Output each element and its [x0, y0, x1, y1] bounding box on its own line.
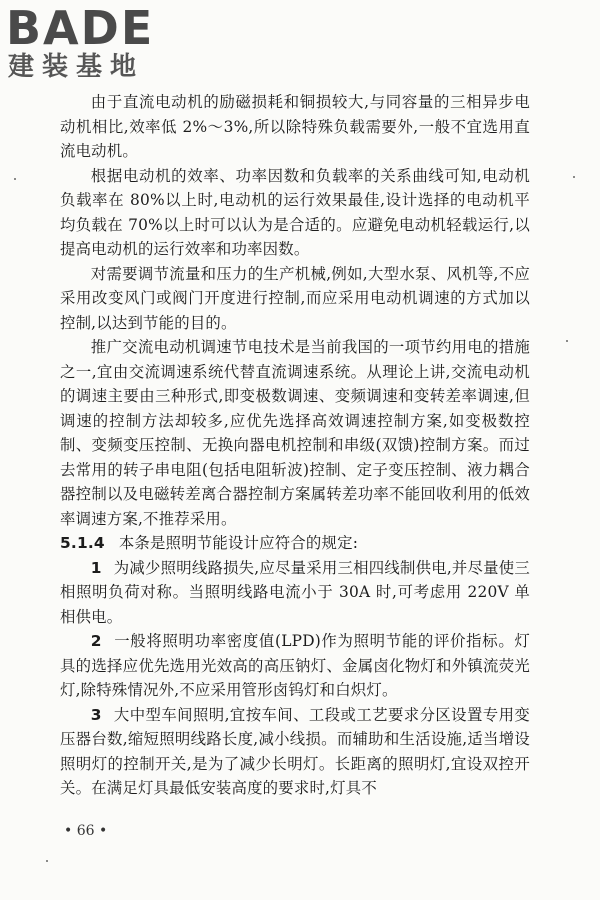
paragraph-speed-control: 对需要调节流量和压力的生产机械,例如,大型水泵、风机等,不应采用改变风门或阀门开度进行控制,而应采用电动机调速的方式加以控制,以达到节能的目的。	[60, 264, 530, 332]
item-number: 1	[90, 558, 102, 577]
scan-speck	[573, 176, 575, 178]
logo-subtitle: 建装基地	[8, 52, 145, 82]
list-item	[60, 556, 530, 630]
paragraph-dc-motor: 由于直流电动机的励磁损耗和铜损较大,与同容量的三相异步电动机相比,效率低 2%～3%,所以除特殊负载需要外,一般不宜选用直流电动机。	[60, 93, 530, 160]
item-text: 为减少照明线路损失,应尽量采用三相四线制供电,并尽量使三相照明负荷对称。当照明线路电流小于 30A 时,可考虑用 220V 单相供电。	[60, 558, 530, 626]
item-text: 一般将照明功率密度值(LPD)作为照明节能的评价指标。灯具的选择应优先选用光效高的高压钠灯、金属卤化物灯和外镇流荧光灯,除特殊情况外,不应采用管形卤钨灯和白炽灯。	[60, 632, 530, 699]
section-heading	[60, 531, 530, 556]
item-number: 3	[90, 705, 102, 724]
logo-wordmark: BADE	[6, 1, 155, 55]
scan-speck	[566, 340, 568, 342]
page-body	[60, 90, 530, 801]
scan-speck	[14, 178, 16, 180]
item-number: 2	[90, 632, 102, 650]
list-item	[60, 703, 530, 801]
paragraph-ac-speed-regulation: 推广交流电动机调速节电技术是当前我国的一项节约用电的措施之一,宜由交流调速系统代替直流调速系统。从理论上讲,交流电动机的调速主要由三种形式,即变极数调速、变频调速和变转差率调速,但调速的控制方法却较多,应优先选择高效调速控制方案,如变极数控制、变频变压控制、无换向器电机控制和串级(双馈)控制方案。而过去常用的转子串电阻(包括电阻斩波)控制、定子变压控制、液力耦合器控制以及电磁转差离合器控制方案属转差功率不能回收利用的低效率调速方案,不推荐采用。	[60, 338, 530, 528]
paragraph-load-rate: 根据电动机的效率、功率因数和负载率的关系曲线可知,电动机负载率在 80%以上时,电动机的运行效果最佳,设计选择的电动机平均负载在 70%以上时可以认为是合适的。应避免电动机轻载运行,以提高电动机的运行效率和功率因数。	[60, 166, 530, 258]
brand-logo	[6, 1, 181, 82]
list-item	[60, 629, 530, 703]
item-text: 大中型车间照明,宜按车间、工段或工艺要求分区设置专用变压器台数,缩短照明线路长度,减小线损。而辅助和生活设施,适当增设照明灯的控制开关,是为了减少长明灯。长距离的照明灯,宜设双控开关。在满足灯具最低安装高度的要求时,灯具不	[60, 705, 530, 797]
section-title: 本条是照明节能设计应符合的规定:	[118, 534, 359, 552]
section-number: 5.1.4	[60, 534, 105, 552]
scan-speck	[46, 860, 48, 862]
page-number: • 66 •	[64, 823, 108, 839]
